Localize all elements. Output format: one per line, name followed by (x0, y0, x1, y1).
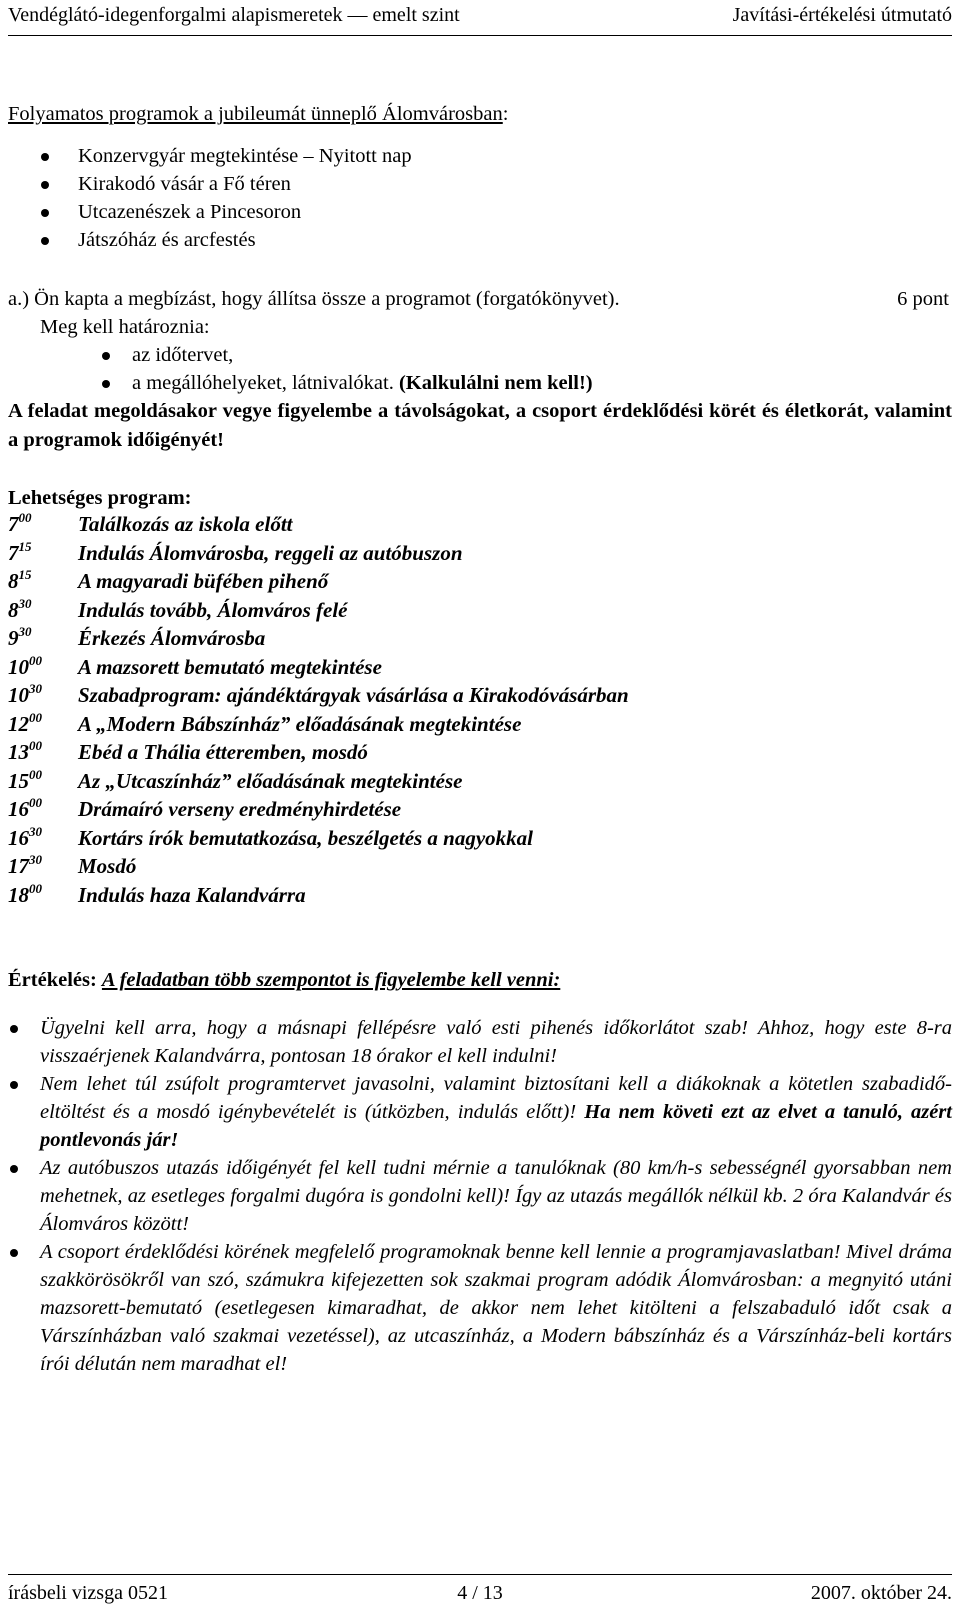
schedule-row: $10^{00}$ A mazsorett bemutató megtekintése (8, 652, 382, 679)
list-item: Utcazenészek a Pincesoron (8, 198, 952, 226)
list-item: Játszóház és arcfestés (8, 226, 952, 254)
page-footer (8, 1582, 952, 1612)
continuous-programs-list (8, 142, 952, 254)
list-item: A csoport érdeklődési körének megfelelő programoknak benne kell lennie a programjavaslatban! Mivel dráma szakkörösökről van szó, számukra kifejezetten sok szakmai program adódik Álomvárosban: a megnyitó utáni mazsorett-bemutató (esetlegesen kimaradhat, de akkor nem lehet kitölteni a felszabaduló időt csak a Várszínházban való szakmai vezetéssel), az utcaszínház, a Modern bábszínház és a Várszínház-beli kortárs írói délután nem maradhat el! (8, 1238, 952, 1378)
exam-date: 2007. október 24. (810, 1582, 952, 1604)
exam-code: írásbeli vizsga 0521 (8, 1582, 168, 1604)
page-header (8, 0, 952, 30)
schedule-row: $7^{15}$ Indulás Álomvárosba, reggeli az autóbuszon (8, 538, 463, 565)
schedule-row: $9^{30}$ Érkezés Álomvárosba (8, 624, 266, 650)
footer-rule (8, 1574, 952, 1575)
page-number: 4 / 13 (457, 1582, 503, 1604)
list-item: a megállóhelyeket, látnivalókat. (Kalkulálni nem kell!) (8, 369, 952, 397)
list-item: Az autóbuszos utazás időigényét fel kell tudni mérnie a tanulóknak (80 km/h-s sebességnél gyorsabban nem mehetnek, az esetleges forgalmi dugóra is gondolni kell)! Így az utazás megállók nélkül kb. 2 óra Kalandvár és Álomváros között! (8, 1154, 952, 1238)
schedule-row: $16^{30}$ Kortárs írók bemutatkozása, beszélgetés a nagyokkal (8, 823, 534, 850)
schedule-row: $16^{00}$ Drámaíró verseny eredményhirdetése (8, 795, 402, 821)
continuous-programs-section (8, 100, 952, 254)
schedule-row: $18^{00}$ Indulás haza Kalandvárra (8, 880, 306, 907)
program-title: Lehetséges program: (8, 487, 192, 509)
schedule-row: $13^{00}$ Ebéd a Thália étteremben, mosdó (8, 738, 368, 764)
header-title: Vendéglátó-idegenforgalmi alapismeretek — emelt szint (8, 4, 460, 26)
program-schedule (8, 512, 908, 911)
list-item: Konzervgyár megtekintése – Nyitott nap (8, 142, 952, 170)
penalty-note: Ha nem követi ezt az elvet a tanuló, azért pontlevonás jár! (40, 1101, 952, 1151)
schedule-row: $8^{15}$ A magyaradi büfében pihenő (8, 567, 329, 593)
evaluation-section (8, 966, 952, 1378)
task-requirement-lead: Meg kell határoznia: (40, 316, 210, 338)
calc-note: (Kalkulálni nem kell!) (398, 372, 593, 394)
header-rule (8, 35, 952, 36)
list-item: Kirakodó vásár a Fő téren (8, 170, 952, 198)
schedule-row: $10^{30}$ Szabadprogram: ajándéktárgyak vásárlása a Kirakodóvásárban (8, 681, 629, 707)
schedule-row: $8^{30}$ Indulás tovább, Álomváros felé (8, 595, 348, 622)
task-statement: a.) Ön kapta a megbízást, hogy állítsa össze a programot (forgatókönyvet). 6 pont (8, 285, 952, 313)
list-item: Ügyelni kell arra, hogy a másnapi fellépésre való esti pihenés időkorlátot szab! Ahhoz, hogy este 8-ra visszaérjenek Kalandvárra, pontosan 18 órakor el kell indulni! (8, 1014, 952, 1070)
task-instruction: A feladat megoldásakor vegye figyelembe a távolságokat, a csoport érdeklődési körét és életkorát, valamint a programok időigényét! (8, 400, 952, 451)
task-section (8, 285, 952, 455)
list-item: az időtervet, (8, 341, 952, 369)
schedule-row: $12^{00}$ A „Modern Bábszínház” előadásának megtekintése (8, 709, 522, 736)
task-points: 6 pont (897, 288, 949, 310)
list-item: Nem lehet túl zsúfolt programtervet javasolni, valamint biztosítani kell a diákoknak a kötetlen szabadidő-eltöltést és a mosdó igénybevételét is (útközben, indulás előtt)! Ha nem követi ezt az elvet a tanuló, azért pontlevonás jár! (8, 1070, 952, 1154)
evaluation-heading: Értékelés: A feladatban több szempontot is figyelembe kell venni: (8, 969, 561, 991)
schedule-row: $7^{00}$ Találkozás az iskola előtt (8, 510, 293, 536)
schedule-row: $17^{30}$ Mosdó (8, 852, 137, 878)
task-requirement-list (8, 341, 952, 397)
header-guide-label: Javítási-értékelési útmutató (732, 4, 952, 26)
continuous-programs-title: Folyamatos programok a jubileumát ünneplő Álomvárosban: (8, 103, 509, 125)
evaluation-criteria-list (8, 1014, 952, 1378)
schedule-row: $15^{00}$ Az „Utcaszínház” előadásának megtekintése (8, 766, 463, 793)
